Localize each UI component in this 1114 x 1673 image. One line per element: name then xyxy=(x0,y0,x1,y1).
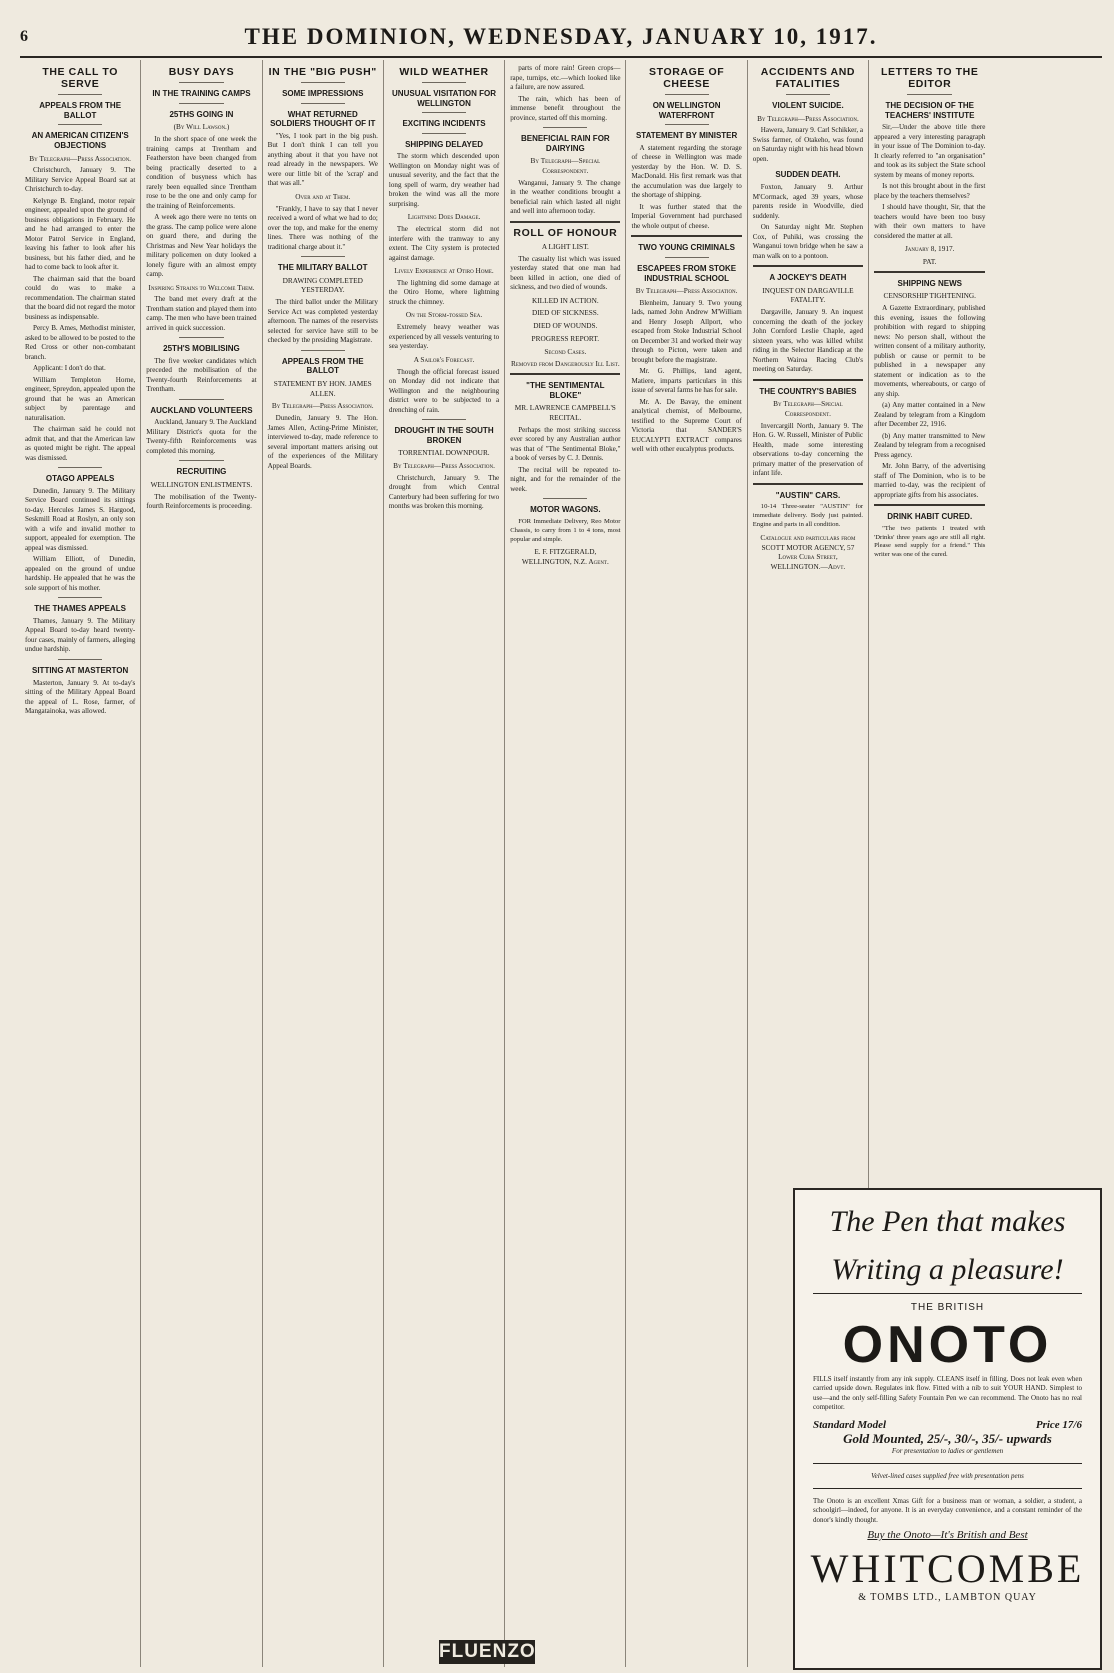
article-paragraph: The third ballot under the Military Service Act was completed yesterday afternoon. The names of the reservists selected for service have still to be checked by the presiding Magistrate. xyxy=(267,298,378,345)
headline-call-to-serve: THE CALL TO SERVE xyxy=(42,66,118,91)
divider xyxy=(301,350,345,351)
divider xyxy=(301,103,345,104)
ad-title-drink-habit: DRINK HABIT CURED. xyxy=(887,512,973,522)
ad-presentation-note: For presentation to ladies or gentlemen xyxy=(891,1446,1004,1455)
section-heading: A LIGHT LIST. xyxy=(541,241,589,251)
subhead-statement-minister: STATEMENT BY MINISTER xyxy=(635,131,738,141)
divider xyxy=(510,373,620,375)
section-heading: INQUEST ON DARGAVILLE FATALITY. xyxy=(762,285,854,305)
divider xyxy=(58,597,102,598)
subhead-thames: THE THAMES APPEALS xyxy=(34,604,126,614)
subhead-jockey-death: A JOCKEY'S DEATH xyxy=(769,273,847,283)
subhead-unusual-visitation: UNUSUAL VISITATION FOR WELLINGTON xyxy=(392,89,497,108)
divider xyxy=(543,127,587,128)
article-paragraph: Dunedin, January 9. The Hon. James Allen, Acting-Prime Minister, interviewed to-day, made reference to several important matters arising out of the experiences of the Military Appeal Boards. xyxy=(267,414,378,470)
divider xyxy=(753,379,863,381)
article-paragraph: Dargaville, January 9. An inquest concerning the death of the jockey John Cornford Leslie Chaple, aged sixteen years, who was killed whilst riding in the Selector Handicap at the Northern Wairoa Racing Club's meeting on Saturday. xyxy=(752,308,864,374)
article-paragraph: William Templeton Horne, engineer, Spreydon, appealed upon the ground that he was an American subject by parentage and naturalisation. xyxy=(25,375,136,422)
byline: (By Will Lawson.) xyxy=(173,122,230,132)
divider xyxy=(813,1463,1082,1464)
subhead-teachers-institute: THE DECISION OF THE TEACHERS' INSTITUTE xyxy=(884,101,975,120)
article-paragraph: A Gazette Extraordinary, published this evening, issues the following prohibition with regard to shipping news: No person shall, without the written consent of a military authority, publish or cause or permit to be published in a newspaper any statement or indication as to the movements, whereabouts, or cargo of any ship. xyxy=(874,304,986,398)
divider xyxy=(813,1488,1082,1489)
article-paragraph: The five weeker candidates which preceded the mobilisation of the Twenty-fourth Reinforcements at Trentham. xyxy=(146,356,257,394)
section-heading: Second Cases. xyxy=(544,346,587,356)
article-paragraph: Sir,—Under the above title there appeared a very interesting paragraph in your issue of The Dominion to-day. It clearly referred to "an organisation" and took as its subject the State school system by means of money reports. xyxy=(874,123,986,179)
section-heading: TORRENTIAL DOWNPOUR. xyxy=(398,448,490,458)
ad-gold-mounted: Gold Mounted, 25/-, 30/-, 35/- upwards xyxy=(843,1430,1052,1446)
ad-tagline-1: The Pen that makes xyxy=(829,1205,1066,1238)
article-paragraph: The electrical storm did not interfere with the tramway to any extent. The City system is protected against damage. xyxy=(388,225,500,262)
onoto-pen-advertisement xyxy=(793,1188,1102,1670)
headline-roll-of-honour: ROLL OF HONOUR xyxy=(513,226,618,239)
ad-body-text-2: The Onoto is an excellent Xmas Gift for a business man or woman, a soldier, a student, a schoolgirl—indeed, for anyone. It is an everyday convenience, and a constant reminder of the donor's kindly thought. xyxy=(813,1496,1082,1524)
advertiser-signature: E. F. FITZGERALD, WELLINGTON, N.Z. Agent. xyxy=(521,547,609,567)
column-5 xyxy=(505,60,626,1667)
subhead-appeals-from-ballot: APPEALS FROM THE BALLOT xyxy=(281,356,364,376)
article-paragraph: "Frankly, I have to say that I never received a word of what we had to do; over the top, and make for the enemy lines. There was nothing of the traditional charge about it." xyxy=(267,204,378,251)
article-paragraph: William Elliott, of Dunedin, appealed on the ground of undue hardship. He appealed that he was the sole support of his mother. xyxy=(25,555,136,592)
page-number: 6 xyxy=(20,28,28,45)
advertisement-text: 10-14 Three-seater "AUSTIN" for immediate delivery. Body just painted. Engine and parts in all condition. xyxy=(752,503,864,529)
ad-retailer-sub: & TOMBS LTD., LAMBTON QUAY xyxy=(858,1592,1037,1604)
divider xyxy=(58,124,102,125)
divider xyxy=(813,1293,1082,1294)
credit-line: By Telegraph—Press Association. xyxy=(757,113,859,123)
headline-storage-cheese: STORAGE OF CHEESE xyxy=(649,66,725,91)
article-paragraph: Applicant: I don't do that. xyxy=(33,364,106,373)
subhead-returned-soldiers: WHAT RETURNED SOLDIERS THOUGHT OF IT xyxy=(270,109,376,129)
subhead-violent-suicide: VIOLENT SUICIDE. xyxy=(772,101,844,111)
ad-title-austin: "AUSTIN" CARS. xyxy=(775,490,841,500)
article-paragraph: The band met every draft at the Trentham station and played them into camp. The men who have been trained arrived in quick succession. xyxy=(146,295,257,332)
article-paragraph: The chairman said that the board could do was to make a recommendation. The chairman stated that the board did not regard the motor business as indispensable. xyxy=(25,274,136,321)
article-paragraph: (b) Any matter transmitted to New Zealand by telegram from a recognised Press agency. xyxy=(874,431,986,459)
section-heading: CENSORSHIP TIGHTENING. xyxy=(883,291,976,301)
divider xyxy=(179,82,223,83)
article-paragraph: Is not this brought about in the first place by the teachers themselves? xyxy=(874,182,986,200)
article-paragraph: Mr. A. De Bavay, the eminent analytical chemist, of Melbourne, testified to the Supreme Court of Victoria that SANDER'S EUCALYPTI EXTRACT compares well with other eucalyptus products. xyxy=(631,397,742,454)
article-paragraph: Auckland, January 9. The Auckland Military District's quota for the Twenty-fifth Reinforcements was completed this morning. xyxy=(146,418,257,455)
subhead-exciting-incidents: EXCITING INCIDENTS xyxy=(402,119,486,129)
article-paragraph: The chairman said he could not admit that, and that the American law as quoted might be right. The appeal was dismissed. xyxy=(25,425,136,462)
subhead-appeals-ballot: APPEALS FROM THE BALLOT xyxy=(39,101,122,120)
ad-model-row xyxy=(795,1413,1100,1431)
subhead-young-criminals: TWO YOUNG CRIMINALS xyxy=(638,243,735,253)
article-paragraph: On Saturday night Mr. Stephen Cox, of Puhiki, was crossing the Wanganui town bridge when he saw a man walk on to a pontoon. xyxy=(752,223,864,260)
article-paragraph: (a) Any matter contained in a New Zealand by telegram from a Kingdom after December 22, 1916. xyxy=(874,401,986,429)
ad-velvet-note: Velvet-lined cases supplied free with presentation pens xyxy=(871,1471,1024,1480)
article-paragraph: Perhaps the most striking success ever scored by any Australian author was that of "The Sentimental Bloke," a book of verses by C. J. Dennis. xyxy=(510,425,621,463)
article-paragraph: A statement regarding the storage of cheese in Wellington was made yesterday by the Hon. W. D. S. MacDonald. His first remark was that the accumulation was due largely to the shortage of shipping. xyxy=(631,143,742,200)
ad-tagline-2: Writing a pleasure! xyxy=(831,1252,1064,1286)
section-heading: WELLINGTON ENLISTMENTS. xyxy=(150,480,253,490)
subhead-military-ballot: THE MILITARY BALLOT xyxy=(277,263,368,273)
article-paragraph: Thames, January 9. The Military Appeal Board to-day heard twenty-four cases, mainly of farmers, alleging undue hardship. xyxy=(25,616,136,654)
section-heading: Lively Experience at Otiro Home. xyxy=(394,266,494,276)
masthead xyxy=(20,22,1102,58)
subhead-motor-wagons: MOTOR WAGONS. xyxy=(530,505,601,515)
divider xyxy=(753,265,863,267)
article-paragraph: A week ago there were no tents on the grass. The camp police were alone on guard there, and during the Christmas and New Year holidays the military policemen on duty looked a lonely figure with an almost empty camp. xyxy=(146,213,257,279)
subhead-sentimental-bloke: "THE SENTIMENTAL BLOKE" xyxy=(526,381,605,400)
article-paragraph: In the short space of one week the training camps at Trentham and Featherston have been changed from being practically deserted to a condition of busyness which has rarely been equalled since Trentham rose to be the one and only camp for the training of Reinforcements. xyxy=(146,135,257,210)
article-paragraph: Though the official forecast issued on Monday did not indicate that Wellington and the neighbouring district were to be subjected to a drenching of rain. xyxy=(388,367,500,414)
divider xyxy=(631,235,741,237)
credit-line: By Telegraph—Special Correspondent. xyxy=(530,156,601,175)
headline-busy-days: BUSY DAYS xyxy=(168,66,235,78)
article-paragraph: The mobilisation of the Twenty-fourth Reinforcements is proceeding. xyxy=(146,492,257,511)
subhead-shipping-news: SHIPPING NEWS xyxy=(897,278,962,288)
headline-accidents: ACCIDENTS AND FATALITIES xyxy=(760,66,856,91)
divider xyxy=(422,419,466,420)
section-heading: PROGRESS REPORT. xyxy=(531,333,600,343)
article-paragraph: The rain, which has been of immense benefit throughout the province, started off this morning. xyxy=(510,94,621,122)
newspaper-title: THE DOMINION, WEDNESDAY, JANUARY 10, 1917. xyxy=(244,24,878,49)
column-2 xyxy=(141,60,262,1667)
article-paragraph: Invercargill North, January 9. The Hon. G. W. Russell, Minister of Public Health, made some interesting observations to-day concerning the primary matter of the preservation of infant life. xyxy=(752,421,864,478)
divider xyxy=(58,467,102,468)
article-paragraph: I should have thought, Sir, that the teachers would have been too busy with their own matters to have considered the matter at all. xyxy=(874,203,986,240)
section-heading: Lightning Does Damage. xyxy=(407,212,481,222)
advertisement-text: FOR Immediate Delivery, Reo Motor Chassis, to carry from 1 to 4 tons, most popular and simple. xyxy=(510,517,621,543)
divider xyxy=(301,256,345,257)
article-paragraph: Mr. G. Phillips, land agent, Matiere, imparts particulars in this issue of several farms he has for sale. xyxy=(631,367,742,395)
divider xyxy=(422,133,466,134)
section-heading: STATEMENT BY HON. JAMES ALLEN. xyxy=(273,378,372,398)
article-paragraph: Wanganui, January 9. The change in the weather conditions brought a beneficial rain which lasted all night and well into afternoon today. xyxy=(510,178,621,216)
column-3 xyxy=(263,60,384,1667)
letter-signature: PAT. xyxy=(922,257,937,267)
subhead-otago: OTAGO APPEALS xyxy=(45,474,115,484)
subhead-sudden-death: SUDDEN DEATH. xyxy=(775,170,841,180)
subhead-escapees: ESCAPEES FROM STOKE INDUSTRIAL SCHOOL xyxy=(637,264,737,283)
divider xyxy=(786,94,830,95)
credit-line: By Telegraph—Special Correspondent. xyxy=(773,399,843,419)
credit-line: By Telegraph—Press Association. xyxy=(393,460,495,470)
article-paragraph: Christchurch, January 9. The drought from which Central Canterbury had been suffering for two months was broken this morning. xyxy=(388,473,500,511)
article-paragraph: Blenheim, January 9. Two young lads, named John Andrew M'William and Henry Joseph Allport, who escaped from Stoke Industrial School on December 31 and worked their way through to Picton, were taken and brought before the magistrate. xyxy=(631,298,742,364)
divider xyxy=(665,94,709,95)
divider xyxy=(58,659,102,660)
subhead-american-citizen: AN AMERICAN CITIZEN'S OBJECTIONS xyxy=(31,131,129,150)
subhead-auckland: AUCKLAND VOLUNTEERS xyxy=(150,405,253,415)
headline-wild-weather: WILD WEATHER xyxy=(399,66,489,78)
subhead-shipping-delayed: SHIPPING DELAYED xyxy=(405,139,484,149)
section-heading: Inspiring Strains to Welcome Them. xyxy=(148,282,255,292)
article-paragraph: Percy B. Ames, Methodist minister, asked to be allowed to be posted to the Red Cross or other non-combatant branch. xyxy=(25,324,136,361)
divider xyxy=(179,103,223,104)
section-heading: DIED OF WOUNDS. xyxy=(533,321,598,331)
divider xyxy=(179,460,223,461)
article-paragraph: It was further stated that the Imperial Government had purchased the whole output of cheese. xyxy=(631,202,742,230)
subhead-drought-broken: DROUGHT IN THE SOUTH BROKEN xyxy=(394,426,494,445)
advertiser-signature: Catalogue and particulars from SCOTT MOTOR AGENCY, 57 Lower Cuba Street, WELLINGTON.—Advt. xyxy=(760,532,856,572)
subhead-beneficial-rain: BENEFICIAL RAIN FOR DAIRYING xyxy=(520,134,610,153)
column-4 xyxy=(384,60,505,1667)
article-paragraph: Masterton, January 9. At to-day's sitting of the Military Appeal Board the appeal of L. Rose, farmer, of Mangatainoka, was allowed. xyxy=(25,678,136,716)
ad-model-label: Standard Model xyxy=(813,1418,887,1431)
article-paragraph: Foxton, January 9. Arthur M'Cormack, aged 39 years, whose parents reside in Woodville, died suddenly. xyxy=(752,183,864,220)
subhead-impressions: SOME IMPRESSIONS xyxy=(282,89,364,99)
ad-body-text: FILLS itself instantly from any ink supply. CLEANS itself in filling. Does not leak even when carried upside down. Regulates ink flow. Fitted with a nib to suit YOUR HAND. Simplest to use—and the only self-filling Safety Fountain Pen we can recommend. The Onoto has no real competitor. xyxy=(813,1375,1082,1412)
divider xyxy=(58,94,102,95)
ad-buy-line: Buy the Onoto—It's British and Best xyxy=(867,1529,1028,1542)
headline-big-push: IN THE "BIG PUSH" xyxy=(268,66,377,78)
article-paragraph: Dunedin, January 9. The Military Service Board continued its sittings to-day. Hercules James S. Hargood, Seskmill Road at Roslyn, an only son with a wife and invalid mother to support, appealed for exemption. The appeal was dismissed. xyxy=(25,486,136,552)
divider xyxy=(874,504,985,506)
credit-line: By Telegraph—Press Association. xyxy=(271,401,374,411)
article-paragraph: The lightning did some damage at the Otiro Home, where lightning struck the chimney. xyxy=(388,278,500,306)
fluenzol-advertisement: FLUENZOL xyxy=(439,1641,549,1662)
article-paragraph: Mr. John Barry, of the advertising staff of The Dominion, who is to be married to-day, was the recipient of appropriate gifts from his associates. xyxy=(874,462,986,499)
subhead-mobilising: 25TH'S MOBILISING xyxy=(163,344,240,354)
subhead-training-camps: IN THE TRAINING CAMPS xyxy=(152,89,251,99)
divider xyxy=(179,399,223,400)
section-heading: DRAWING COMPLETED YESTERDAY. xyxy=(282,275,363,295)
article-paragraph: The casualty list which was issued yesterday stated that one man had been killed in action, one died of sickness, and two died of wounds. xyxy=(510,254,621,292)
section-heading: DIED OF SICKNESS. xyxy=(531,308,599,318)
letter-date: January 8, 1917. xyxy=(904,244,955,254)
byline: MR. LAWRENCE CAMPBELL'S RECITAL. xyxy=(514,403,616,423)
advertisement-text: "The two patients I treated with 'Drinks' three years ago are still all right. Please send supply for a friend." This writer was one of the cured. xyxy=(874,524,986,559)
subhead-waterfront: ON WELLINGTON WATERFRONT xyxy=(652,101,721,120)
ad-the-british: THE BRITISH xyxy=(910,1302,985,1313)
divider xyxy=(874,271,985,273)
divider xyxy=(665,124,709,125)
divider xyxy=(179,337,223,338)
divider xyxy=(543,498,587,499)
onoto-logo: ONOTO xyxy=(842,1316,1053,1374)
article-paragraph: Christchurch, January 9. The Military Service Appeal Board sat at Christchurch to-day. xyxy=(25,166,136,194)
article-paragraph: The storm which descended upon Wellington on Monday night was of unusual severity, and the fact that the long spell of warm, dry weather had broken the wind was all the more surprising. xyxy=(388,152,500,208)
article-paragraph: Extremely heavy weather was experienced by all vessels venturing to sea yesterday. xyxy=(388,323,500,351)
divider xyxy=(510,221,620,223)
article-paragraph: The recital will be repeated to-night, and for the remainder of the week. xyxy=(510,465,621,493)
ad-price-label: Price 17/6 xyxy=(1035,1418,1082,1431)
divider xyxy=(665,257,709,258)
divider xyxy=(907,94,952,95)
subhead-masterton: SITTING AT MASTERTON xyxy=(32,665,129,675)
divider xyxy=(301,82,345,83)
section-heading: KILLED IN ACTION. xyxy=(531,295,599,305)
headline-letters: LETTERS TO THE EDITOR xyxy=(880,66,979,91)
subhead-countrys-babies: THE COUNTRY'S BABIES xyxy=(759,386,857,396)
article-paragraph: Hawera, January 9. Carl Schikker, a Swiss farmer, of Otakeho, was found on Saturday night with his head blown open. xyxy=(752,126,864,163)
credit-line: By Telegraph—Press Association. xyxy=(29,153,132,163)
section-heading: A Sailor's Forecast. xyxy=(413,354,475,364)
article-paragraph: parts of more rain! Green crops—rape, turnips, etc.—which looked like a failure, are now assured. xyxy=(510,64,621,91)
article-paragraph: Kelynge B. England, motor repair engineer, appealed upon the ground of business obligations in February. He and he had arranged to enter the Motor Patrol Service in England, leaving his father to look after his business, but his father died, and he had to come back to look after it. xyxy=(25,196,136,272)
subhead-recruiting: RECRUITING xyxy=(176,467,227,477)
section-heading: Over and at Them. xyxy=(295,191,351,201)
section-heading: On the Storm-tossed Sea. xyxy=(405,310,483,320)
credit-line: By Telegraph—Press Association. xyxy=(635,286,738,296)
article-paragraph: "Yes, I took part in the big push. But I don't think I can tell you anything about it that you have not read already in the newspapers. We were our little bit of the 'scrap' and that was all." xyxy=(267,131,378,188)
column-1 xyxy=(20,60,141,1667)
section-heading: Removed from Dangerously Ill List. xyxy=(510,359,620,369)
divider xyxy=(422,82,466,83)
ad-retailer-name: WHITCOMBE xyxy=(810,1546,1085,1592)
subhead-25ths: 25THS GOING IN xyxy=(169,109,234,119)
divider xyxy=(753,483,863,485)
divider xyxy=(422,112,466,113)
column-6 xyxy=(626,60,747,1667)
